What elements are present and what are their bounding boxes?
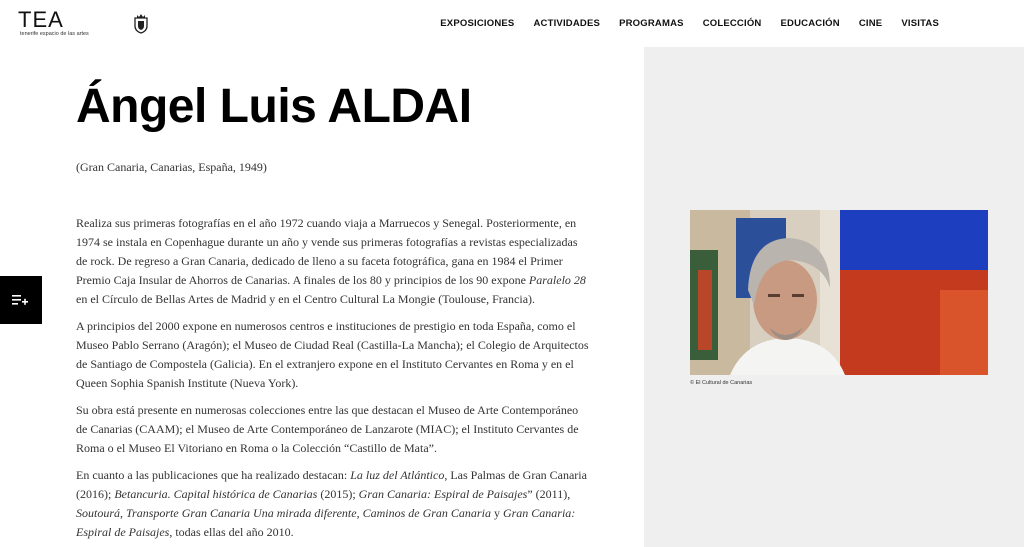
bio-paragraph-4 — [76, 466, 591, 542]
bio-paragraph-2: A principios del 2000 expone en numerosos centros e instituciones de prestigio en toda España, como el Museo Pablo Serrano (Aragón); el Museo de Ciudad Real (Castilla-La Mancha); el Colegio de Arquitectos de Santiago de Compostela (Galicia). En el extranjero expone en el Instituto Cervantes en Roma y en el Queen Sophia Spanish Institute (Nueva York). — [76, 319, 589, 390]
nav-programas[interactable]: PROGRAMAS — [619, 18, 684, 29]
bio-paragraph-1 — [76, 214, 591, 309]
bio-paragraph-3: Su obra está presente en numerosas colecciones entre las que destacan el Museo de Arte Contemporáneo de Canarias (CAAM); el Museo de Arte Contemporáneo de Lanzarote (MIAC); el Instituto Cervantes de Roma o el Museo El Vitoriano en Roma o la Colección “Castillo de Mata”. — [76, 403, 579, 455]
bio-text: En cuanto a las publicaciones que ha realizado destacan: — [76, 468, 351, 482]
bio-text: , — [120, 506, 127, 520]
artist-name-title: Ángel Luis ALDAI — [76, 80, 472, 133]
nav-actividades[interactable]: ACTIVIDADES — [533, 18, 601, 29]
nav-educacion[interactable]: EDUCACIÓN — [780, 18, 840, 29]
bio-italic: Betancuria. Capital histórica de Canarias — [114, 487, 318, 501]
side-panel — [644, 47, 1024, 547]
bio-text: (2015); — [317, 487, 359, 501]
bio-text: , — [356, 506, 363, 520]
nav-exposiciones[interactable]: EXPOSICIONES — [440, 18, 515, 29]
bio-text: en el Círculo de Bellas Artes de Madrid y en el Centro Cultural La Mongie (Toulouse, Francia). — [76, 292, 536, 306]
bio-italic: Soutourá — [76, 506, 121, 520]
tea-logo[interactable] — [18, 9, 118, 39]
artist-origin: (Gran Canaria, Canarias, España, 1949) — [76, 160, 267, 174]
cabildo-crest-icon[interactable] — [132, 12, 150, 34]
logo-text: TEA — [18, 7, 64, 32]
artist-portrait-image — [690, 210, 988, 375]
nav-cine[interactable]: CINE — [858, 18, 883, 29]
bio-text: , Las Palmas de Gran Canaria (2016); — [76, 468, 587, 501]
bio-italic: Transporte Gran Canaria Una mirada diferente — [126, 506, 357, 520]
logo-subtitle: tenerife espacio de las artes — [20, 31, 89, 37]
nav-visitas[interactable]: VISITAS — [901, 18, 939, 29]
artist-photo — [690, 210, 988, 375]
bio-italic: Caminos de Gran Canaria — [362, 506, 491, 520]
artist-biography — [76, 214, 591, 547]
photo-caption: © El Cultural de Canarias — [690, 380, 753, 386]
bio-text: y — [490, 506, 503, 520]
bio-italic: Gran Canaria: Espiral de Paisajes — [358, 487, 528, 501]
bio-italic: Gran Canaria: Espiral de Paisajes — [76, 506, 576, 539]
nav-coleccion[interactable]: COLECCIÓN — [702, 18, 762, 29]
main-nav — [440, 18, 939, 29]
bio-text: ” (2011), — [527, 487, 571, 501]
bio-text: Realiza sus primeras fotografías en el año 1972 cuando viaja a Marruecos y Senegal. Posteriormente, en 1974 se instala en Copenhague durante un año y vende sus primeras fotografías a revistas especializadas de rock. De regreso a Gran Canaria, dedicado de lleno a su faceta fotográfica, gana en 1984 el Primer Premio Caja Insular de Ahorros de Canarias. A finales de los 80 y principios de los 90 expone — [76, 216, 578, 287]
playlist-add-icon — [12, 294, 28, 306]
bio-text: , todas ellas del año 2010. — [169, 525, 294, 539]
site-header — [0, 0, 1024, 47]
playlist-add-button[interactable] — [0, 276, 42, 324]
bio-italic: Paralelo 28 — [528, 273, 586, 287]
bio-italic: La luz del Atlántico — [350, 468, 445, 482]
